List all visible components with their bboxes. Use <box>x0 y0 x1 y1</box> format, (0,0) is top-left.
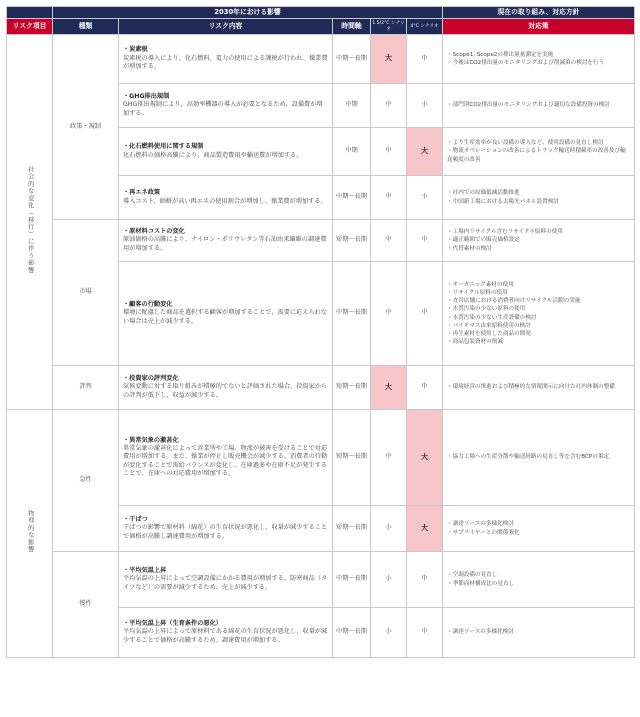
measure-item: ・中国新工場における太陽光パネル設置検討 <box>447 198 559 205</box>
measure-item: ・商品包装資材の削減 <box>447 338 503 345</box>
measures-cell <box>443 262 635 366</box>
header-type: 種類 <box>53 19 119 35</box>
risk-description: 平均気温の上昇によって空調設備にかかる費用が増加する。防寒商品（タイツなど）の需要が減少するため、売上が減少する。 <box>123 575 328 591</box>
scenario-15-level: 小 <box>371 506 407 552</box>
scenario-15-level: 小 <box>371 608 407 658</box>
header-time-axis: 時間軸 <box>333 19 371 35</box>
header-scenario-15: 1.5/2°C シナリオ <box>371 19 407 35</box>
time-axis: 中期～長期 <box>333 552 371 608</box>
risk-title: ・干ばつ <box>123 515 148 523</box>
risk-description: 異常気象の激甚化によって営業所や工場、物流が被害を受けることで対応費用が増加する。また、操業が停止し販売機会が減少する。消費者の行動が変化することで需給バランスが変化し、在庫過多や在庫不足が発生することで、在庫への対応費用が増加する。 <box>123 444 328 478</box>
table-row <box>7 220 635 262</box>
scenario-15-level: 中 <box>371 410 407 506</box>
scenario-4-level: 中 <box>407 608 443 658</box>
type-reputation: 評判 <box>53 366 119 410</box>
measure-item: ・社内での原価低減活動推進 <box>447 190 520 197</box>
scenario-4-level: 中 <box>407 262 443 366</box>
header-spacer <box>7 7 53 19</box>
scenario-15-level: 中 <box>371 84 407 128</box>
scenario-4-level: 中 <box>407 220 443 262</box>
time-axis: 中期～長期 <box>333 35 371 84</box>
time-axis: 短期～長期 <box>333 410 371 506</box>
scenario-15-level: 小 <box>371 552 407 608</box>
risk-cell <box>119 220 333 262</box>
measure-item: ・空調設備の見直し <box>447 572 498 579</box>
measure-item: ・再生素材を使用した商品の開発 <box>447 330 531 337</box>
measure-item: ・環境経営の推進および積極的な情報開示に向けた社内体制の整備 <box>447 384 615 391</box>
measures-cell <box>443 366 635 410</box>
measure-item: ・Scope1, Scope2の排出量量測定を実施 <box>447 51 554 58</box>
risk-cell <box>119 410 333 506</box>
scenario-4-level: 小 <box>407 176 443 220</box>
risk-description: 干ばつの影響で原材料（綿花）の生育状況が悪化し、収量が減少することで価格が高騰し調達費用が増加する。 <box>123 524 328 540</box>
type-chronic: 慢性 <box>53 552 119 658</box>
scenario-15-level: 大 <box>371 35 407 84</box>
table-row <box>7 410 635 506</box>
scenario-4-level: 小 <box>407 84 443 128</box>
measure-item: ・調達ソースの多様化検討 <box>447 629 514 636</box>
measure-item: ・直営店舗における消費者向けリサイクル活動の実施 <box>447 298 581 305</box>
risk-description: 原油価格の高騰により、ナイロン・ポリウレタン等石油由来繊維の調達費用が増加する。 <box>123 236 327 252</box>
risk-title: ・炭素税 <box>123 46 148 54</box>
measure-item: ・サプライヤーとの関係強化 <box>447 529 520 536</box>
type-policy: 政策・規制 <box>53 35 119 220</box>
risk-title: ・原材料コストの変化 <box>123 227 185 235</box>
header-scenario-4: 4°C シナリオ <box>407 19 443 35</box>
measures-cell <box>443 410 635 506</box>
risk-title: ・化石燃料使用に関する規制 <box>123 143 204 151</box>
risk-title: ・異常気象の激甚化 <box>123 436 179 444</box>
measures-cell <box>443 35 635 84</box>
measure-item: ・水質汚染の少ない原料の使用 <box>447 306 526 313</box>
time-axis: 中期 <box>333 84 371 128</box>
measure-item: ・季節商材構成比の見直し <box>447 580 515 587</box>
measure-item: ・リサイクル原料の使用 <box>447 290 508 297</box>
category-transition: 社会的な変化（移行）に伴う影響 <box>7 35 53 410</box>
measure-item: ・より生産効率が良い設備の導入など、使用設備の見直し検討 <box>447 140 604 147</box>
header-risk-content: リスク内容 <box>119 19 333 35</box>
scenario-4-level: 大 <box>407 128 443 176</box>
risk-description: GHG排出規制により、高効率機器の導入が必要となるため、設備費が増加する。 <box>123 101 323 117</box>
risk-description: 気候変動に対する取り組みが積極的でないと評価された場合、投資家からの評判が低下し、収益が減少する。 <box>123 383 328 399</box>
measure-item: ・物流オペレーションの改善によるトラック輸送時積載率の改善及び輸送頻度の改善 <box>447 148 626 163</box>
time-axis: 短期～長期 <box>333 220 371 262</box>
risk-cell <box>119 608 333 658</box>
time-axis: 中期 <box>333 128 371 176</box>
header-current-efforts: 現在の取り組み、対応方針 <box>443 7 635 19</box>
risk-title: ・再エネ政策 <box>123 189 161 197</box>
table-row <box>7 552 635 608</box>
scenario-4-level: 中 <box>407 552 443 608</box>
header-impact-2030: 2030年における影響 <box>53 7 443 19</box>
table-row <box>7 366 635 410</box>
measure-item: ・適正範囲での販売価格設定 <box>447 237 520 244</box>
scenario-15-level: 中 <box>371 128 407 176</box>
measures-cell <box>443 128 635 176</box>
risk-cell <box>119 262 333 366</box>
measures-cell <box>443 84 635 128</box>
risk-description: 環境に配慮した商品を選択する顧客が増加することで、需要に応えられない場合は売上が減少する。 <box>123 309 328 325</box>
risk-description: 化石燃料の価格高騰により、商品製造費用や輸送費が増加する。 <box>123 151 303 159</box>
risk-cell <box>119 84 333 128</box>
scenario-15-level: 中 <box>371 220 407 262</box>
scenario-4-level: 中 <box>407 35 443 84</box>
measure-item: ・水質汚染の少ない生産設備の検討 <box>447 314 537 321</box>
time-axis: 短期～長期 <box>333 366 371 410</box>
time-axis: 中期～長期 <box>333 608 371 658</box>
risk-title: ・顧客の行動変化 <box>123 300 173 308</box>
scenario-4-level: 中 <box>407 366 443 410</box>
risk-description: 炭素税の導入により、化石燃料、電力の使用による課税が行われ、操業費が増加する。 <box>123 54 328 71</box>
risk-cell <box>119 552 333 608</box>
risk-cell <box>119 35 333 84</box>
table-row <box>7 35 635 84</box>
risk-title: ・平均気温上昇 <box>123 566 167 574</box>
risk-cell <box>119 176 333 220</box>
time-axis: 中期～長期 <box>333 176 371 220</box>
category-physical: 物理的な影響 <box>7 410 53 658</box>
risk-description: 導入コスト、価格が高い再エネの使用割合が増加し、操業費が増加する。 <box>123 197 327 205</box>
time-axis: 短期～長期 <box>333 506 371 552</box>
risk-title: ・投資家の評判変化 <box>123 374 179 382</box>
risk-cell <box>119 506 333 552</box>
measure-item: ・調達ソースの多様化検討 <box>447 521 514 528</box>
measure-item: ・協力工場への生産分散や輸送経路の見直し等を含むBCPの策定 <box>447 454 610 461</box>
header-countermeasures: 対応策 <box>443 19 635 35</box>
measure-item: ・代替素材の検討 <box>447 245 492 252</box>
risk-title: ・GHG排出規制 <box>123 92 170 100</box>
type-acute: 急性 <box>53 410 119 552</box>
scenario-15-level: 中 <box>371 262 407 366</box>
scenario-4-level: 大 <box>407 506 443 552</box>
measures-cell <box>443 506 635 552</box>
measure-item: ・バイオマス由来原料使用の検討 <box>447 322 531 329</box>
measure-item: ・今後はCO2排出量のモニタリングおよび削減策の検討を行う <box>447 60 605 66</box>
scenario-15-level: 中 <box>371 176 407 220</box>
risk-cell <box>119 128 333 176</box>
measures-cell <box>443 220 635 262</box>
risk-cell <box>119 366 333 410</box>
measures-cell <box>443 608 635 658</box>
measure-item: ・オーガニック素材の使用 <box>447 282 514 289</box>
measures-cell <box>443 552 635 608</box>
type-market: 市場 <box>53 220 119 366</box>
time-axis: 中期～長期 <box>333 262 371 366</box>
scenario-15-level: 大 <box>371 366 407 410</box>
header-risk-item: リスク項目 <box>7 19 53 35</box>
measure-item: ・工場内リサイクル含むリサイクル原料の使用 <box>447 229 563 236</box>
measure-item: ・部門別CO2排出量のモニタリングおよび適切な設備投資の検討 <box>447 102 610 109</box>
climate-risk-table <box>6 6 635 658</box>
risk-title: ・平均気温上昇（生育条件の悪化） <box>123 619 222 627</box>
measures-cell <box>443 176 635 220</box>
risk-description: 平均気温の上昇によって原材料である綿花の生育状況が悪化し、収量が減少することで価格が高騰するため、調達費用が増加する。 <box>123 628 328 644</box>
scenario-4-level: 大 <box>407 410 443 506</box>
